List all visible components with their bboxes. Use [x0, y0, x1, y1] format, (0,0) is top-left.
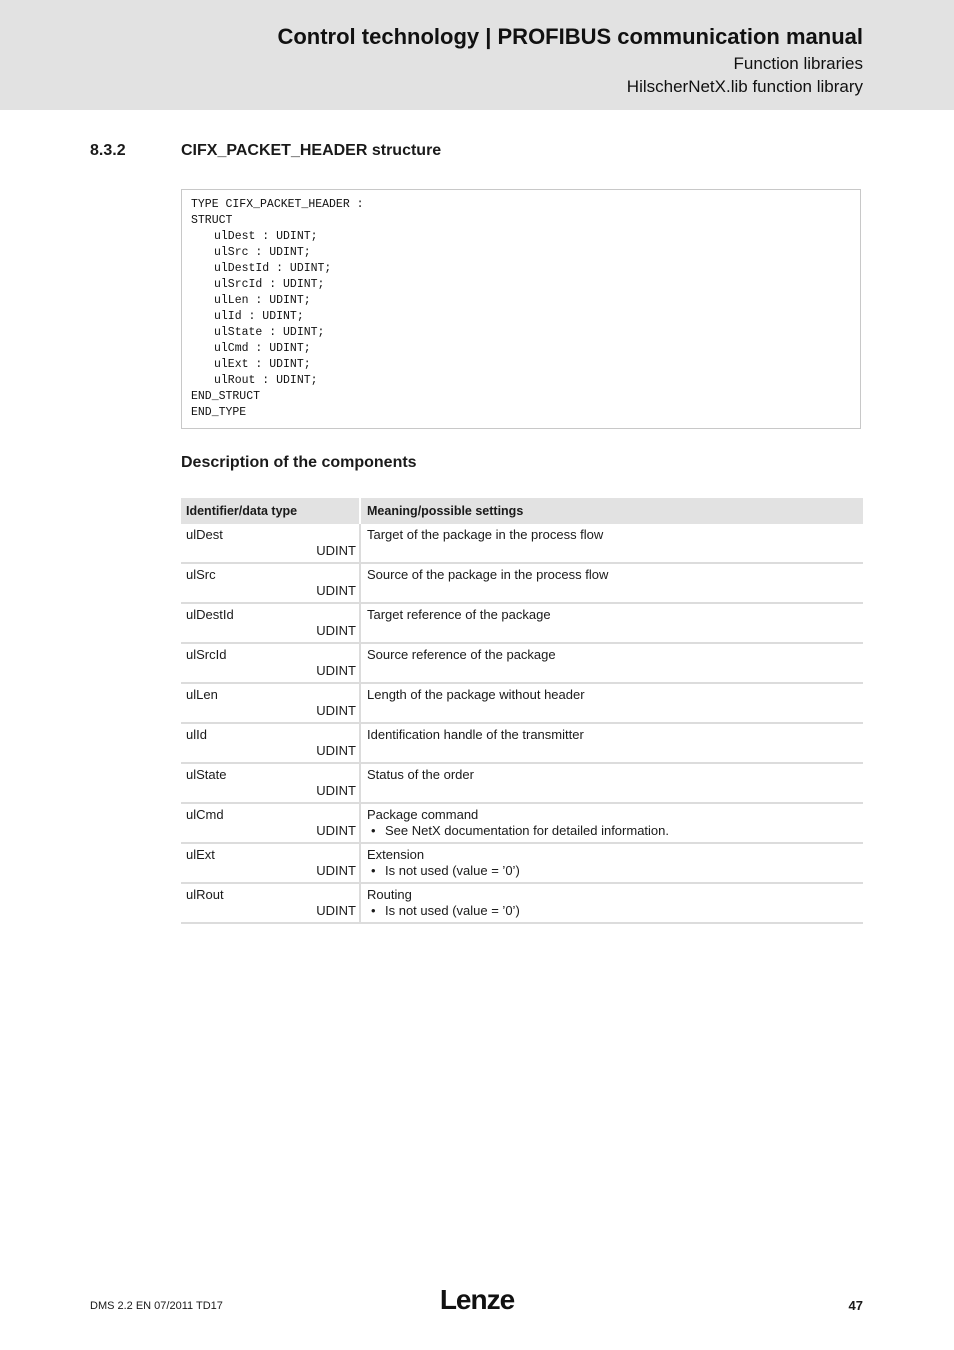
data-type-cell: UDINT [316, 903, 356, 918]
meaning-cell: Extension [367, 847, 425, 862]
table-row [181, 804, 863, 844]
data-type-cell: UDINT [316, 743, 356, 758]
code-line: ulExt : UDINT; [214, 358, 311, 371]
bullet-note [367, 863, 863, 879]
code-line: TYPE CIFX_PACKET_HEADER : [191, 198, 364, 211]
identifier-cell: ulDestId [186, 607, 234, 622]
meaning-cell: Identification handle of the transmitter [367, 727, 584, 742]
svg-text:Lenze: Lenze [439, 1284, 515, 1315]
meaning-cell: Length of the package without header [367, 687, 585, 702]
meaning-cell: Source reference of the package [367, 647, 556, 662]
identifier-cell: ulExt [186, 847, 215, 862]
data-type-cell: UDINT [316, 863, 356, 878]
data-type-cell: UDINT [316, 663, 356, 678]
chapter-title: Function libraries [733, 54, 863, 73]
data-type-cell: UDINT [316, 823, 356, 838]
code-line: ulRout : UDINT; [214, 374, 318, 387]
bullet-text: Is not used (value = ’0’) [385, 863, 520, 878]
code-line: END_TYPE [191, 406, 247, 419]
table-row [181, 764, 863, 804]
code-line: ulSrc : UDINT; [214, 246, 311, 259]
identifier-cell: ulId [186, 727, 207, 742]
code-line: ulState : UDINT; [214, 326, 325, 339]
bullet-icon: • [371, 823, 376, 838]
document-id: DMS 2.2 EN 07/2011 TD17 [90, 1300, 223, 1312]
table-row [181, 884, 863, 924]
bullet-icon: • [371, 863, 376, 878]
code-line: ulCmd : UDINT; [214, 342, 311, 355]
table-row [181, 604, 863, 644]
column-header-identifier: Identifier/data type [181, 498, 361, 524]
bullet-note [367, 823, 863, 839]
meaning-cell: Source of the package in the process flow [367, 567, 609, 582]
table-row [181, 524, 863, 564]
column-header-meaning: Meaning/possible settings [367, 504, 524, 518]
page-number: 47 [848, 1298, 863, 1313]
data-type-cell: UDINT [316, 583, 356, 598]
manual-title: Control technology | PROFIBUS communication manual [277, 24, 863, 49]
table-row [181, 724, 863, 764]
subchapter-title: HilscherNetX.lib function library [626, 77, 863, 96]
identifier-cell: ulSrcId [186, 647, 227, 662]
bullet-note [367, 903, 863, 919]
code-line: END_STRUCT [191, 390, 261, 403]
code-line: ulSrcId : UDINT; [214, 278, 325, 291]
meaning-cell: Package command [367, 807, 479, 822]
code-block [181, 189, 861, 429]
code-line: ulDest : UDINT; [214, 230, 318, 243]
bullet-text: See NetX documentation for detailed information. [385, 823, 670, 838]
meaning-cell: Target of the package in the process flow [367, 527, 604, 542]
data-type-cell: UDINT [316, 703, 356, 718]
meaning-cell: Routing [367, 887, 412, 902]
table-row [181, 644, 863, 684]
page-header [0, 0, 954, 110]
components-table [181, 498, 863, 924]
code-line: ulId : UDINT; [214, 310, 304, 323]
table-header-row [181, 498, 863, 524]
table-row [181, 844, 863, 884]
identifier-cell: ulSrc [186, 567, 216, 582]
lenze-logo [437, 1283, 517, 1315]
section-number: 8.3.2 [90, 142, 126, 159]
identifier-cell: ulState [186, 767, 227, 782]
bullet-icon: • [371, 903, 376, 918]
meaning-cell: Target reference of the package [367, 607, 551, 622]
code-line: ulDestId : UDINT; [214, 262, 332, 275]
data-type-cell: UDINT [316, 543, 356, 558]
meaning-cell: Status of the order [367, 767, 474, 782]
identifier-cell: ulCmd [186, 807, 224, 822]
data-type-cell: UDINT [316, 783, 356, 798]
table-row [181, 564, 863, 604]
identifier-cell: ulLen [186, 687, 218, 702]
table-row [181, 684, 863, 724]
code-line: STRUCT [191, 214, 233, 227]
data-type-cell: UDINT [316, 623, 356, 638]
bullet-text: Is not used (value = ’0’) [385, 903, 520, 918]
section-title: CIFX_PACKET_HEADER structure [181, 142, 442, 159]
identifier-cell: ulRout [186, 887, 224, 902]
code-line: ulLen : UDINT; [214, 294, 311, 307]
description-heading: Description of the components [181, 454, 417, 471]
identifier-cell: ulDest [186, 527, 223, 542]
